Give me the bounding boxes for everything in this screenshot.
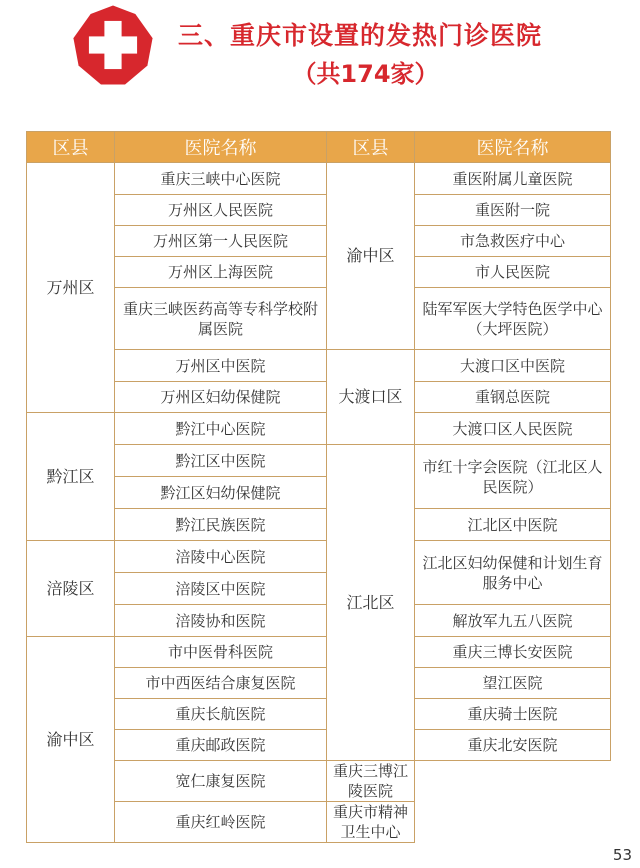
hospital-cell: 重庆长航医院 <box>115 699 327 730</box>
hospital-cell: 万州区第一人民医院 <box>115 226 327 257</box>
table-row <box>27 288 611 350</box>
table-row <box>27 509 611 541</box>
table-row <box>27 226 611 257</box>
hospital-cell: 万州区妇幼保健院 <box>115 382 327 413</box>
district-cell: 渝中区 <box>27 637 115 843</box>
table-header-row <box>27 132 611 163</box>
hospital-cell: 重庆三峡医药高等专科学校附属医院 <box>115 288 327 350</box>
hospital-cell: 万州区上海医院 <box>115 257 327 288</box>
district-cell: 江北区 <box>327 445 415 761</box>
table-row <box>27 163 611 195</box>
header-district-left: 区县 <box>27 132 115 163</box>
table-row <box>27 605 611 637</box>
hospital-cell: 陆军军医大学特色医学中心（大坪医院） <box>415 288 611 350</box>
table-row <box>27 195 611 226</box>
red-cross-icon <box>70 2 156 88</box>
hospital-cell: 市急救医疗中心 <box>415 226 611 257</box>
hospital-cell: 市红十字会医院（江北区人民医院） <box>415 445 611 509</box>
table-row <box>27 730 611 761</box>
hospital-cell: 望江医院 <box>415 668 611 699</box>
hospital-cell: 宽仁康复医院 <box>115 761 327 802</box>
hospital-cell: 市中西医结合康复医院 <box>115 668 327 699</box>
hospital-cell: 江北区妇幼保健和计划生育服务中心 <box>415 541 611 605</box>
hospital-cell: 重庆三博长安医院 <box>415 637 611 668</box>
hospital-cell: 万州区中医院 <box>115 350 327 382</box>
hospital-cell: 万州区人民医院 <box>115 195 327 226</box>
hospital-cell: 黔江民族医院 <box>115 509 327 541</box>
hospital-cell: 黔江中心医院 <box>115 413 327 445</box>
header-district-right: 区县 <box>327 132 415 163</box>
hospital-cell: 解放军九五八医院 <box>415 605 611 637</box>
hospital-cell: 重庆市精神卫生中心 <box>327 802 415 843</box>
page-title: 三、重庆市设置的发热门诊医院 <box>178 21 543 50</box>
table-row <box>27 637 611 668</box>
hospital-cell: 重庆三峡中心医院 <box>115 163 327 195</box>
table-row <box>27 541 611 573</box>
hospital-cell: 涪陵区中医院 <box>115 573 327 605</box>
hospital-cell: 涪陵协和医院 <box>115 605 327 637</box>
hospital-cell: 江北区中医院 <box>415 509 611 541</box>
table-row <box>27 413 611 445</box>
hospital-table <box>26 131 611 843</box>
hospital-cell: 大渡口区人民医院 <box>415 413 611 445</box>
district-cell: 大渡口区 <box>327 350 415 445</box>
hospital-cell: 重庆红岭医院 <box>115 802 327 843</box>
hospital-cell: 黔江区妇幼保健院 <box>115 477 327 509</box>
hospital-cell: 重钢总医院 <box>415 382 611 413</box>
page-subtitle: （共174家） <box>292 60 439 88</box>
district-cell: 渝中区 <box>327 163 415 350</box>
hospital-cell: 重庆邮政医院 <box>115 730 327 761</box>
hospital-cell: 市人民医院 <box>415 257 611 288</box>
district-cell: 万州区 <box>27 163 115 413</box>
hospital-cell: 重医附一院 <box>415 195 611 226</box>
table-row <box>27 445 611 477</box>
table-row <box>27 382 611 413</box>
hospital-cell: 重医附属儿童医院 <box>415 163 611 195</box>
hospital-cell: 大渡口区中医院 <box>415 350 611 382</box>
hospital-cell: 市中医骨科医院 <box>115 637 327 668</box>
table-row <box>27 699 611 730</box>
hospital-cell: 重庆三博江陵医院 <box>327 761 415 802</box>
district-cell: 涪陵区 <box>27 541 115 637</box>
table-row <box>27 257 611 288</box>
table-row <box>27 802 611 843</box>
table-row <box>27 761 611 802</box>
hospital-cell: 重庆骑士医院 <box>415 699 611 730</box>
hospital-cell: 涪陵中心医院 <box>115 541 327 573</box>
header-hospital-right: 医院名称 <box>415 132 611 163</box>
hospital-cell: 黔江区中医院 <box>115 445 327 477</box>
district-cell: 黔江区 <box>27 413 115 541</box>
header-hospital-left: 医院名称 <box>115 132 327 163</box>
table-row <box>27 668 611 699</box>
page-number: 53 <box>612 846 632 864</box>
hospital-cell: 重庆北安医院 <box>415 730 611 761</box>
table-row <box>27 350 611 382</box>
